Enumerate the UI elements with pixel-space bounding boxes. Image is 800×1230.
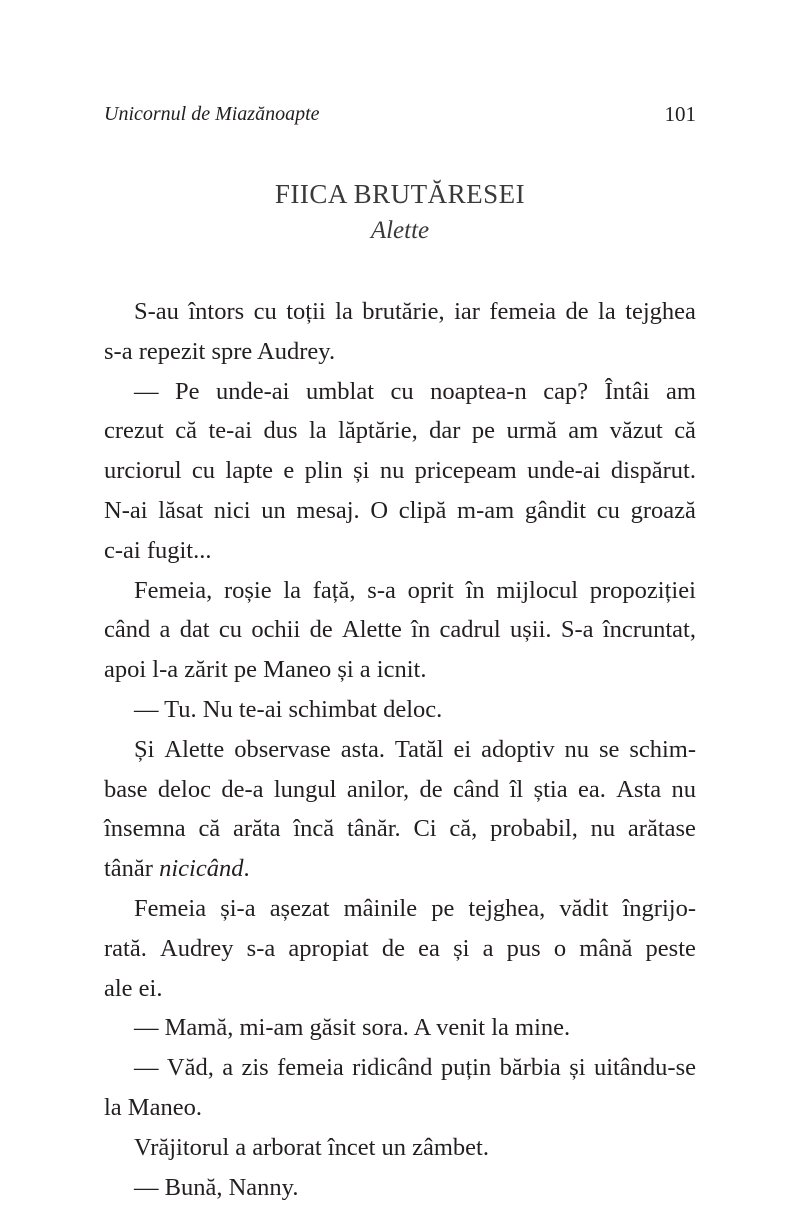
text-line (104, 292, 696, 332)
text-line (104, 1048, 696, 1088)
word: Pe (175, 377, 200, 405)
chapter-subtitle: Alette (370, 217, 430, 244)
word: de (565, 298, 589, 325)
word: dar (429, 417, 461, 445)
word: și-a (220, 894, 256, 922)
word: ea. (577, 775, 606, 803)
text-line (104, 889, 696, 929)
word: schim- (629, 735, 696, 763)
word: lapte (225, 457, 274, 485)
word: încă (293, 815, 335, 843)
word: noaptea-n (430, 377, 527, 405)
word: în (465, 576, 485, 604)
word: cu (253, 298, 277, 325)
word: ea (418, 934, 440, 962)
word: a (482, 934, 494, 962)
text-line (104, 650, 696, 690)
word: unde-ai (527, 457, 601, 485)
word: groază (630, 496, 696, 524)
word: și (569, 1054, 586, 1082)
page-number: 101 (664, 102, 696, 126)
word: puțin (440, 1054, 492, 1082)
word: a (159, 616, 171, 644)
text-line (104, 1088, 696, 1128)
word: mijlocul (496, 576, 579, 604)
running-title: Unicornul de Miazănoapte (104, 103, 320, 125)
word: se (598, 735, 620, 763)
word: S-a (560, 616, 594, 644)
word: observase (234, 735, 331, 763)
word: de (309, 616, 333, 644)
word: Alette (342, 616, 402, 644)
text-line (104, 969, 696, 1009)
word: că (198, 815, 221, 843)
word: când (452, 775, 500, 803)
word: toții (286, 298, 326, 325)
word: Femeia, (134, 576, 213, 604)
word: — (134, 377, 159, 405)
text-line (104, 1008, 696, 1048)
text-line (104, 929, 696, 969)
word: în (411, 616, 431, 644)
text-line (104, 372, 696, 412)
text-line (104, 451, 696, 491)
text-segment: s-a repezit spre Audrey. (104, 337, 336, 365)
word: — (134, 1054, 159, 1082)
word: arăta (232, 815, 281, 843)
text-segment: . (243, 855, 250, 883)
word: dus (263, 417, 298, 445)
word: nu (671, 775, 696, 803)
word: anilor, (346, 775, 410, 803)
word: un (261, 496, 286, 524)
word: și (353, 457, 370, 485)
text-line (104, 1128, 696, 1168)
word: umblat (305, 377, 375, 405)
word: Și (134, 735, 155, 763)
word: gândit (524, 496, 587, 524)
text-segment: ale ei. (104, 974, 163, 1002)
word: am (666, 377, 696, 405)
word: Ci (413, 815, 437, 843)
word: pe (471, 417, 496, 445)
word: iar (454, 298, 480, 325)
word: când (104, 616, 151, 644)
word: crezut (104, 417, 164, 445)
word: cap? (543, 377, 589, 405)
word: arătase (627, 815, 696, 843)
word: Femeia (134, 894, 207, 922)
word: așezat (269, 894, 330, 922)
text-line (104, 690, 696, 730)
text-segment: — Bună, Nanny. (134, 1173, 299, 1201)
word: de (381, 934, 405, 962)
word: brutărie, (362, 298, 445, 325)
word: apropiat (288, 934, 369, 962)
word: e (283, 457, 295, 485)
word: asta. (340, 735, 385, 763)
word: urciorul (104, 457, 182, 485)
word: adoptiv (481, 735, 555, 763)
word: lungul (273, 775, 337, 803)
chapter-title: FIICA BRUTĂRESEI (274, 179, 526, 209)
text-segment: — Mamă, mi-am găsit sora. A venit la mine. (134, 1014, 571, 1042)
word: ușii. (510, 616, 552, 644)
word: tânăr. (346, 815, 401, 843)
text-line (104, 610, 696, 650)
text-segment: c-ai fugit... (104, 536, 212, 564)
word: probabil, (490, 815, 578, 843)
text-line (104, 531, 696, 571)
text-line (104, 332, 696, 372)
chapter-heading (104, 176, 696, 249)
word: zis (241, 1054, 269, 1082)
word: am (568, 417, 599, 445)
text-segment: — Tu. Nu te-ai schimbat deloc. (134, 695, 443, 723)
word: roșie (223, 576, 272, 604)
word: dispărut. (610, 457, 696, 485)
word: plin (304, 457, 343, 485)
word: deloc (157, 775, 211, 803)
word: base (104, 775, 148, 803)
word: propoziției (589, 576, 696, 604)
word: de-a (221, 775, 264, 803)
word: Audrey (160, 934, 234, 962)
word: nu (564, 735, 590, 763)
word: bărbia (499, 1054, 561, 1082)
word: lăptărie, (338, 417, 418, 445)
word: la (335, 298, 353, 325)
word: a (222, 1054, 234, 1082)
word: Întâi (604, 377, 650, 405)
word: însemna (104, 815, 186, 843)
word: S-au (134, 298, 179, 325)
body-text (104, 292, 696, 1207)
word: îl (509, 775, 524, 803)
text-line (104, 849, 696, 889)
text-segment: tânăr (104, 855, 160, 883)
word: N-ai (104, 496, 148, 524)
word: m-am (457, 496, 515, 524)
word: cu (390, 377, 414, 405)
text-line (104, 730, 696, 770)
word: s-a (246, 934, 276, 962)
word: cu (191, 457, 216, 485)
word: Tatăl (394, 735, 444, 763)
text-line (104, 809, 696, 849)
text-segment: apoi l-a zărit pe Maneo și a icnit. (104, 656, 427, 684)
word: ochii (251, 616, 301, 644)
word: nici (213, 496, 251, 524)
word: oprit (407, 576, 454, 604)
word: că, (449, 815, 478, 843)
word: la (308, 417, 327, 445)
word: încruntat, (602, 616, 696, 644)
word: Alette (164, 735, 225, 763)
word: pus (506, 934, 541, 962)
word: îngrijo- (622, 894, 696, 922)
word: rată. (104, 934, 147, 962)
word: nu (379, 457, 405, 485)
word: s-a (367, 576, 396, 604)
word: văzut (609, 417, 663, 445)
word: și (453, 934, 470, 962)
word: întors (188, 298, 245, 325)
word: lăsat (158, 496, 204, 524)
text-line (104, 571, 696, 611)
word: față, (312, 576, 356, 604)
word: ei (453, 735, 472, 763)
word: te-ai (208, 417, 253, 445)
word: că (175, 417, 198, 445)
word: știa (533, 775, 568, 803)
word: cu (218, 616, 243, 644)
word: mâinile (343, 894, 418, 922)
emphasis-segment: nicicând (159, 855, 244, 883)
word: uitându-se (593, 1054, 696, 1082)
word: Asta (616, 775, 662, 803)
word: de (419, 775, 443, 803)
word: că (674, 417, 696, 445)
word: clipă (398, 496, 447, 524)
word: peste (645, 934, 696, 962)
word: cu (596, 496, 620, 524)
text-segment: Vrăjitorul a arborat încet un zâmbet. (134, 1133, 489, 1161)
word: la (283, 576, 301, 604)
word: tejghea, (468, 894, 546, 922)
word: unde-ai (216, 377, 290, 405)
word: mână (579, 934, 633, 962)
text-line (104, 411, 696, 451)
text-line (104, 1168, 696, 1208)
word: dat (179, 616, 210, 644)
word: vădit (559, 894, 609, 922)
word: femeia (277, 1054, 344, 1082)
word: mesaj. (296, 496, 360, 524)
word: la (598, 298, 616, 325)
word: O (370, 496, 389, 524)
text-line (104, 491, 696, 531)
word: femeia (489, 298, 557, 325)
text-line (104, 770, 696, 810)
word: pe (431, 894, 455, 922)
word: pricepeam (414, 457, 517, 485)
word: urmă (506, 417, 557, 445)
word: cadrul (439, 616, 501, 644)
word: tejghea (625, 298, 696, 325)
text-segment: la Maneo. (104, 1093, 202, 1121)
word: nu (590, 815, 616, 843)
word: o (553, 934, 567, 962)
word: ridicând (352, 1054, 433, 1082)
word: Văd, (166, 1054, 214, 1082)
